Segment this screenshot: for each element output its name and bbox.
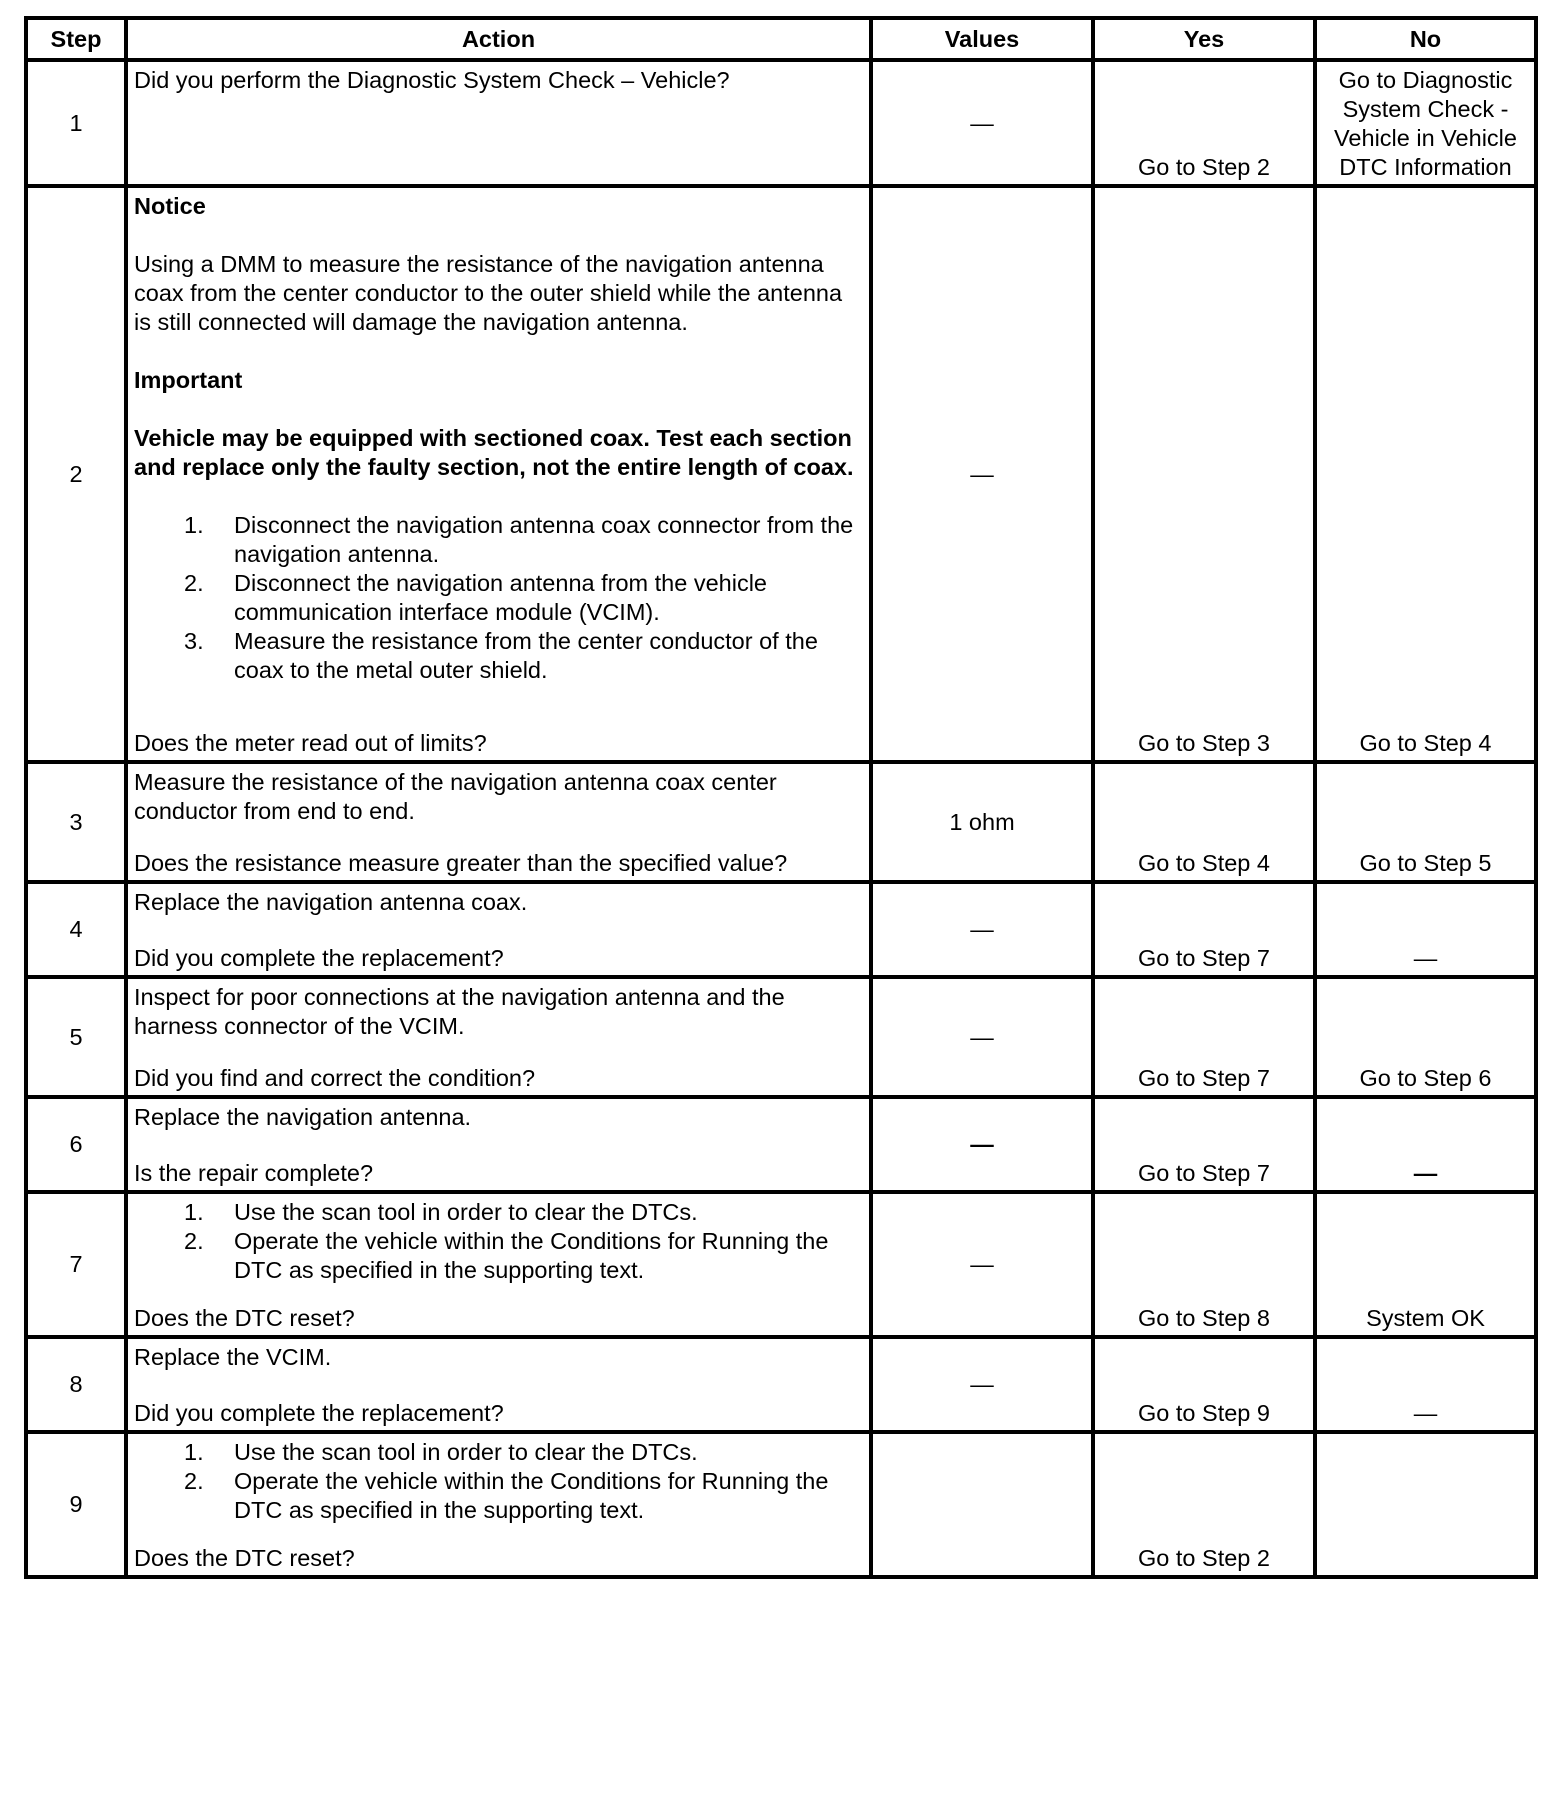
- step-number: 5: [26, 977, 126, 1097]
- procedure-list: [134, 1438, 861, 1525]
- list-text: Disconnect the navigation antenna coax connector from the navigation antenna.: [234, 512, 854, 567]
- table-row: [26, 977, 1536, 1097]
- values-cell: —: [871, 60, 1093, 186]
- yes-cell: Go to Step 7: [1093, 882, 1315, 977]
- list-item: [184, 1438, 861, 1467]
- action-text: Measure the resistance of the navigation antenna coax center conductor from end to end.: [134, 769, 777, 824]
- step-number: 3: [26, 762, 126, 882]
- list-text: Use the scan tool in order to clear the DTCs.: [234, 1199, 698, 1225]
- list-text: Use the scan tool in order to clear the DTCs.: [234, 1439, 698, 1465]
- list-text: Measure the resistance from the center conductor of the coax to the metal outer shield.: [234, 628, 818, 683]
- list-number: 1.: [184, 1199, 204, 1225]
- question-text: Did you find and correct the condition?: [134, 1065, 536, 1091]
- diagnostic-table: [24, 16, 1538, 1579]
- table-row: [26, 1432, 1536, 1577]
- table-row: [26, 186, 1536, 762]
- list-number: 2.: [184, 570, 204, 596]
- values-cell: 1 ohm: [871, 762, 1093, 882]
- list-number: 2.: [184, 1228, 204, 1254]
- action-cell: [126, 60, 871, 186]
- action-text: Replace the navigation antenna coax.: [134, 889, 528, 915]
- yes-cell: Go to Step 3: [1093, 186, 1315, 762]
- table-row: [26, 762, 1536, 882]
- procedure-list: [134, 1198, 861, 1285]
- list-item: [184, 627, 861, 685]
- action-cell: [126, 762, 871, 882]
- yes-cell: Go to Step 2: [1093, 60, 1315, 186]
- important-text: Vehicle may be equipped with sectioned coax. Test each section and replace only the faulty section, not the entire length of coax.: [134, 425, 854, 480]
- action-cell: [126, 882, 871, 977]
- question-text: Did you complete the replacement?: [134, 945, 504, 971]
- step-number: 9: [26, 1432, 126, 1577]
- header-row: [26, 18, 1536, 60]
- no-cell: Go to Step 4: [1315, 186, 1536, 762]
- table-row: [26, 882, 1536, 977]
- list-text: Disconnect the navigation antenna from the vehicle communication interface module (VCIM).: [234, 570, 767, 625]
- yes-cell: Go to Step 7: [1093, 977, 1315, 1097]
- table-row: [26, 60, 1536, 186]
- list-number: 3.: [184, 628, 204, 654]
- question-text: Did you complete the replacement?: [134, 1400, 504, 1426]
- list-number: 2.: [184, 1468, 204, 1494]
- header-yes: Yes: [1093, 18, 1315, 60]
- list-number: 1.: [184, 512, 204, 538]
- action-text: Inspect for poor connections at the navigation antenna and the harness connector of the VCIM.: [134, 984, 785, 1039]
- no-cell: —: [1315, 1337, 1536, 1432]
- no-cell: Go to Step 6: [1315, 977, 1536, 1097]
- values-cell: —: [871, 977, 1093, 1097]
- list-text: Operate the vehicle within the Conditions for Running the DTC as specified in the supporting text.: [234, 1228, 829, 1283]
- action-text: Replace the VCIM.: [134, 1344, 332, 1370]
- table-row: [26, 1192, 1536, 1337]
- values-cell: [871, 1432, 1093, 1577]
- step-number: 8: [26, 1337, 126, 1432]
- list-text: Operate the vehicle within the Conditions for Running the DTC as specified in the supporting text.: [234, 1468, 829, 1523]
- no-cell: [1315, 1432, 1536, 1577]
- step-number: 6: [26, 1097, 126, 1192]
- yes-cell: Go to Step 4: [1093, 762, 1315, 882]
- question-text: Does the meter read out of limits?: [134, 730, 487, 756]
- important-title: Important: [134, 367, 243, 393]
- values-cell: —: [871, 1097, 1093, 1192]
- header-action: Action: [126, 18, 871, 60]
- question-text: Does the resistance measure greater than the specified value?: [134, 850, 788, 876]
- header-values: Values: [871, 18, 1093, 60]
- no-cell: Go to Diagnostic System Check - Vehicle in Vehicle DTC Information: [1315, 60, 1536, 186]
- list-item: [184, 569, 861, 627]
- table-row: [26, 1337, 1536, 1432]
- notice-text: Using a DMM to measure the resistance of the navigation antenna coax from the center conductor to the outer shield while the antenna is still connected will damage the navigation antenna.: [134, 251, 843, 335]
- list-item: [184, 511, 861, 569]
- action-cell: [126, 1097, 871, 1192]
- header-no: No: [1315, 18, 1536, 60]
- question-text: Does the DTC reset?: [134, 1545, 355, 1571]
- step-number: 7: [26, 1192, 126, 1337]
- step-number: 2: [26, 186, 126, 762]
- no-cell: —: [1315, 882, 1536, 977]
- question-text: Does the DTC reset?: [134, 1305, 355, 1331]
- action-cell: [126, 1192, 871, 1337]
- list-item: [184, 1227, 861, 1285]
- values-cell: —: [871, 1192, 1093, 1337]
- action-cell: [126, 186, 871, 762]
- step-number: 4: [26, 882, 126, 977]
- action-cell: [126, 1337, 871, 1432]
- yes-cell: Go to Step 8: [1093, 1192, 1315, 1337]
- list-item: [184, 1467, 861, 1525]
- values-cell: —: [871, 882, 1093, 977]
- values-cell: —: [871, 186, 1093, 762]
- action-cell: [126, 977, 871, 1097]
- list-number: 1.: [184, 1439, 204, 1465]
- yes-cell: Go to Step 2: [1093, 1432, 1315, 1577]
- yes-cell: Go to Step 7: [1093, 1097, 1315, 1192]
- procedure-list: [134, 511, 861, 685]
- no-cell: —: [1315, 1097, 1536, 1192]
- table-row: [26, 1097, 1536, 1192]
- values-cell: —: [871, 1337, 1093, 1432]
- yes-cell: Go to Step 9: [1093, 1337, 1315, 1432]
- no-cell: Go to Step 5: [1315, 762, 1536, 882]
- action-text: Replace the navigation antenna.: [134, 1104, 472, 1130]
- header-step: Step: [26, 18, 126, 60]
- question-text: Is the repair complete?: [134, 1160, 374, 1186]
- notice-title: Notice: [134, 193, 206, 219]
- action-cell: [126, 1432, 871, 1577]
- list-item: [184, 1198, 861, 1227]
- action-text: Did you perform the Diagnostic System Check – Vehicle?: [134, 67, 730, 93]
- step-number: 1: [26, 60, 126, 186]
- no-cell: System OK: [1315, 1192, 1536, 1337]
